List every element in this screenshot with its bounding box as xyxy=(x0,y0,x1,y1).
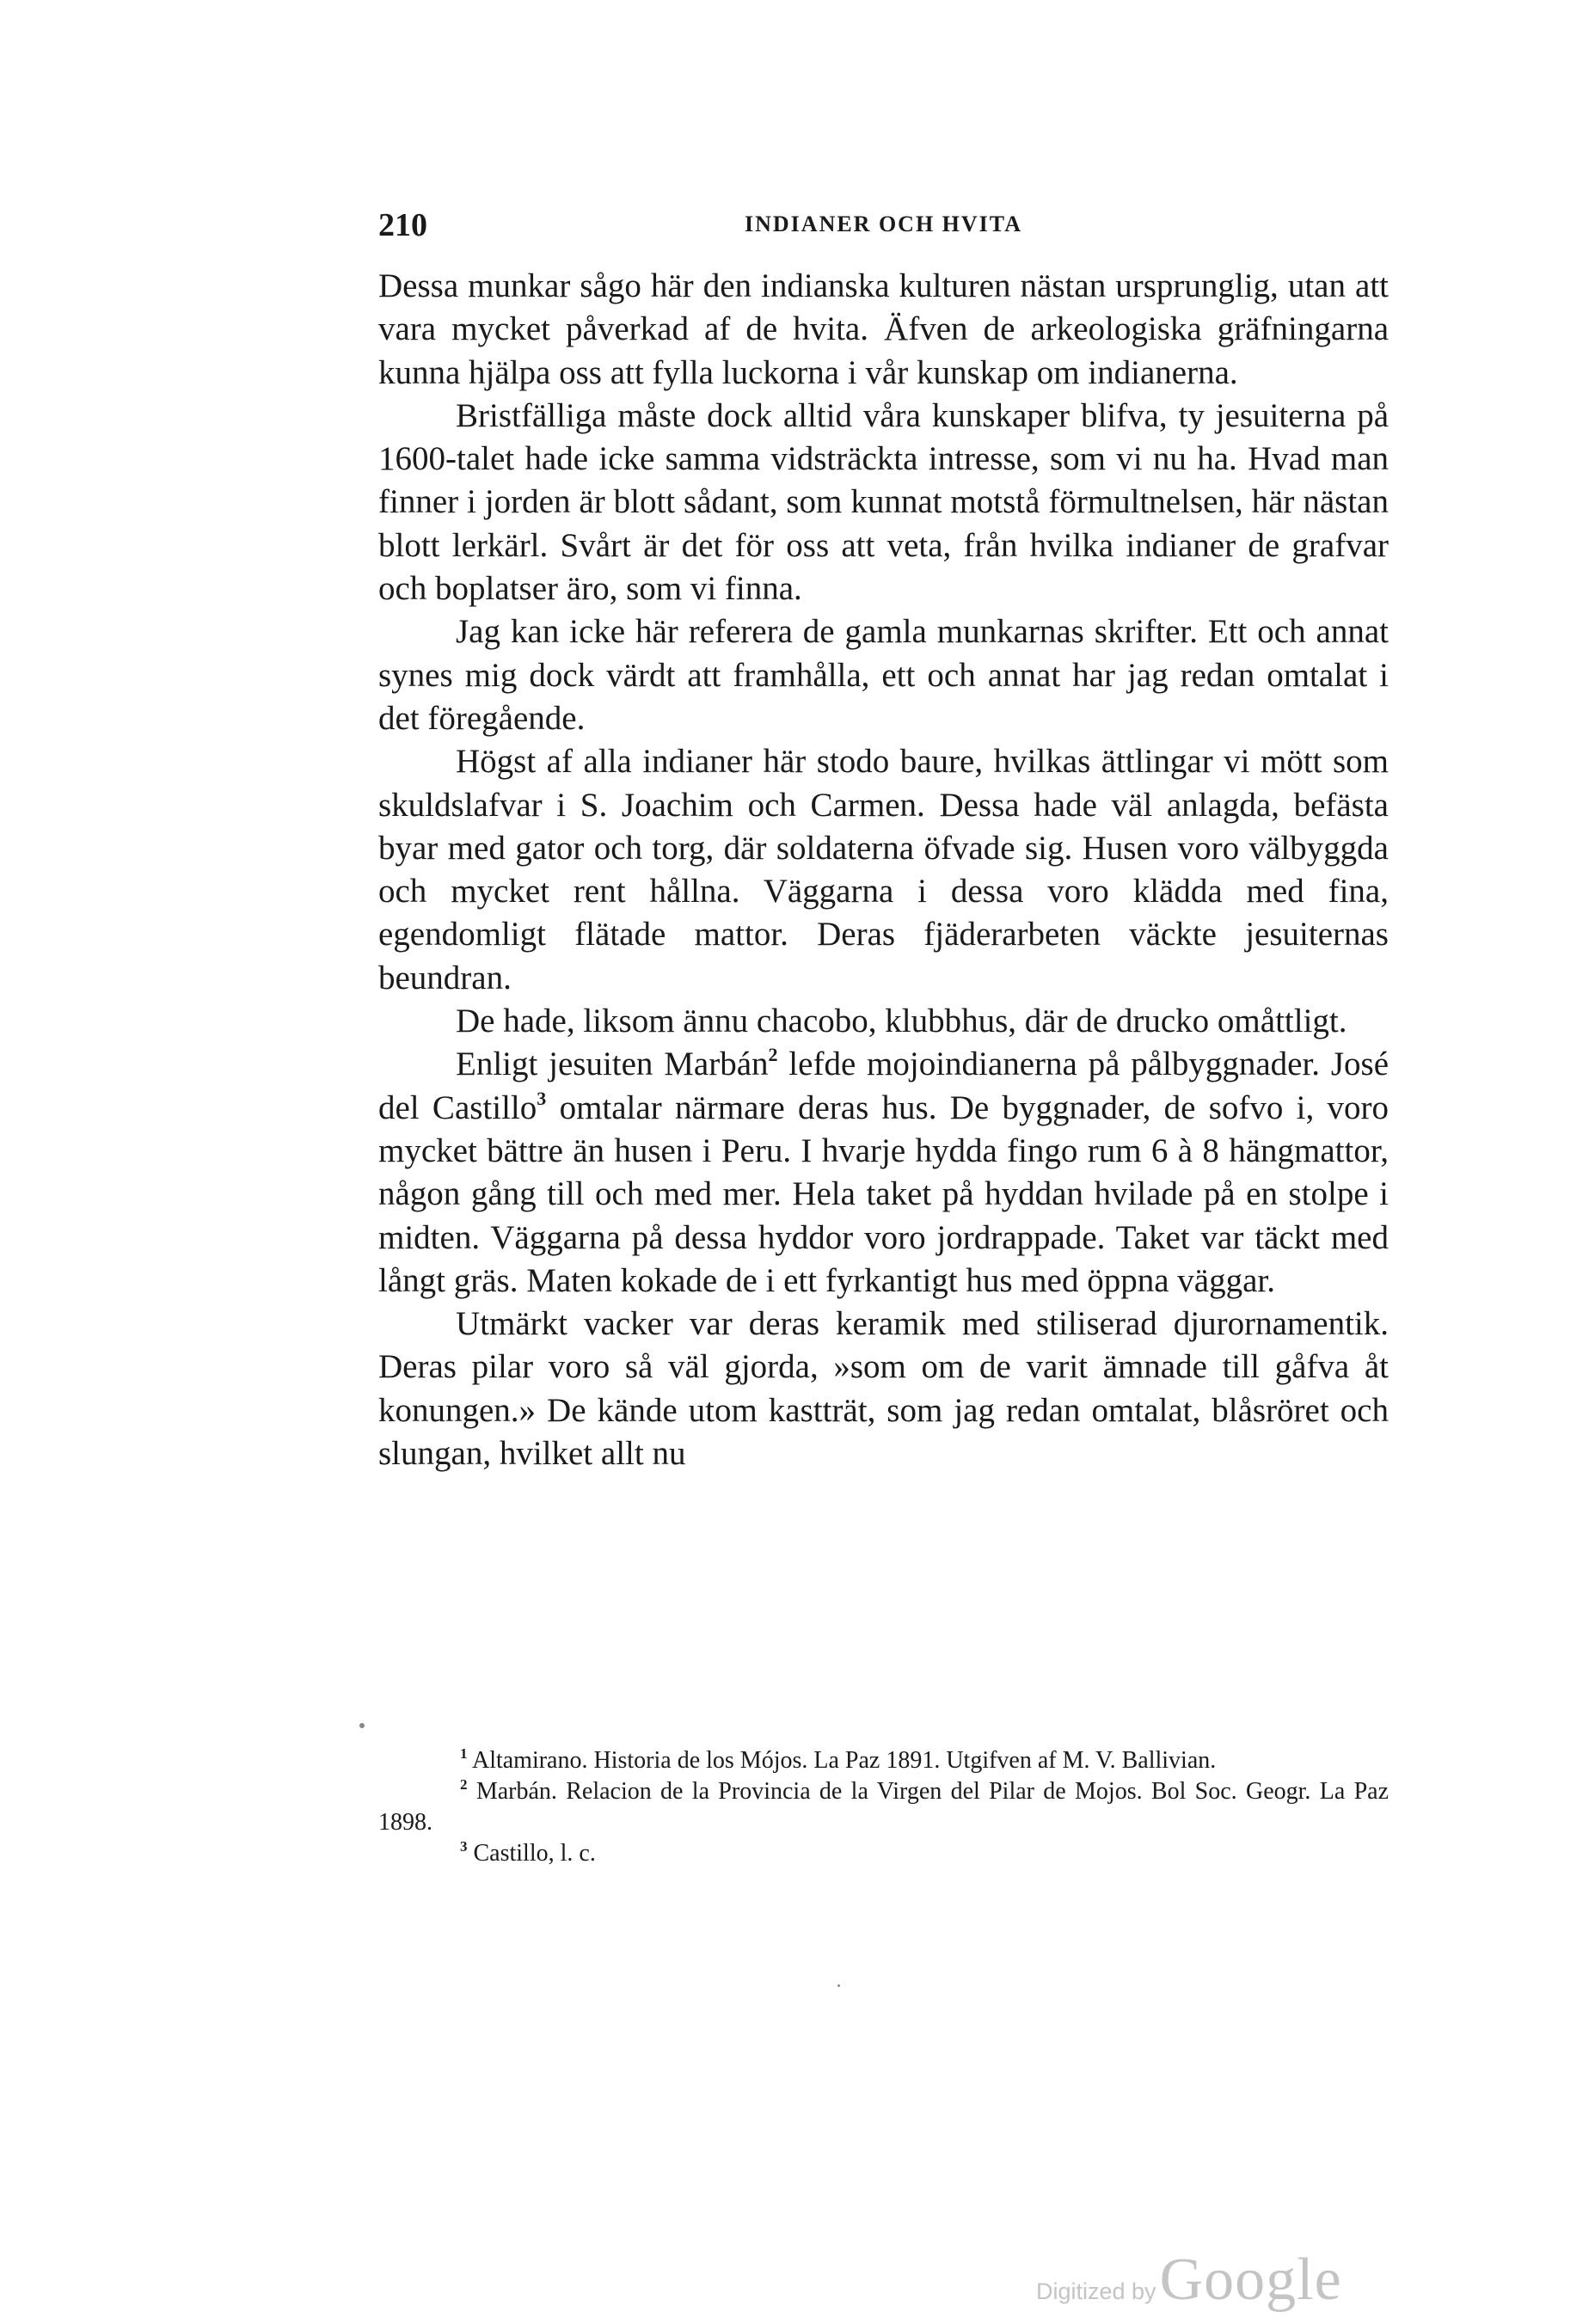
footnote-marker: 2 xyxy=(460,1776,468,1793)
footnote xyxy=(378,1776,1389,1838)
paragraph-text: lefde mojoindianerna på pålbyggnader. José del Castillo xyxy=(378,1045,1389,1126)
paragraph: De hade, liksom ännu chacobo, klubbhus, där de drucko omåttligt. xyxy=(456,1003,1347,1040)
paragraph-text: Enligt jesuiten Marbán xyxy=(456,1045,769,1083)
footnote-text: Castillo, l. c. xyxy=(473,1840,596,1867)
footnotes xyxy=(378,1745,1389,1869)
page-header xyxy=(378,206,1389,258)
watermark-brand-logo: Google xyxy=(1159,2247,1342,2313)
paragraph: Utmärkt vacker var deras keramik med stiliserad djurornamentik. Deras pilar voro så väl gjorda, »som om de varit ämnade till gåfva åt konungen.» De kände utom kastträt, som jag redan omtalat, blåsröret och slungan, hvilket allt nu xyxy=(378,1305,1389,1473)
running-head: INDIANER OCH HVITA xyxy=(745,212,1022,236)
paragraph: Bristfälliga måste dock alltid våra kunskaper blifva, ty jesuiterna på 1600-talet hade icke samma vidsträckta intresse, som vi nu ha. Hvad man finner i jorden är blott sådant, som kunnat motstå förmultnelsen, här nästan blott lerkärl. Svårt är det för oss att veta, från hvilka indianer de grafvar och boplatser äro, som vi finna. xyxy=(378,396,1389,608)
footnote-marker: 3 xyxy=(460,1838,468,1855)
paragraph: Dessa munkar sågo här den indianska kulturen nästan ursprunglig, utan att vara mycket påverkad af de hvita. Äfven de arkeologiska gräfningarna kunna hjälpa oss att fylla luckorna i vår kunskap om indianerna. xyxy=(378,267,1389,391)
paragraph: Högst af alla indianer här stodo baure, hvilkas ättlingar vi mött som skuldslafvar i S. Joachim och Carmen. Dessa hade väl anlagda, befästa byar med gator och torg, där soldaterna öfvade sig. Husen voro välbyggda och mycket rent hållna. Väggarna i dessa voro klädda med fina, egendomligt flätade mattor. Deras fjäderarbeten väckte jesuiternas beundran. xyxy=(378,743,1389,996)
body-text xyxy=(378,265,1389,1475)
digitized-watermark xyxy=(1036,2246,1397,2315)
footnote xyxy=(378,1838,1389,1869)
footnote-reference: 3 xyxy=(537,1087,547,1109)
print-speck xyxy=(837,1984,840,1987)
paragraph: Jag kan icke här referera de gamla munkarnas skrifter. Ett och annat synes mig dock värdt att framhålla, ett och annat har jag redan omtalat i det föregående. xyxy=(378,613,1389,737)
footnote xyxy=(378,1745,1389,1776)
page-number: 210 xyxy=(378,207,427,243)
footnote-reference: 2 xyxy=(768,1044,778,1066)
watermark-prefix: Digitized by xyxy=(1036,2278,1156,2304)
paragraph-with-refs xyxy=(378,1043,1389,1303)
footnote-text: Altamirano. Historia de los Mójos. La Paz 1891. Utgifven af M. V. Ballivian. xyxy=(471,1747,1217,1774)
footnote-text: Marbán. Relacion de la Provincia de la Virgen del Pilar de Mojos. Bol Soc. Geogr. La Paz 1898. xyxy=(378,1778,1389,1836)
footnote-marker: 1 xyxy=(460,1745,468,1762)
paragraph-text: omtalar närmare deras hus. De byggnader, de sofvo i, voro mycket bättre än husen i Peru. I hvarje hydda fingo rum 6 à 8 hängmattor, någon gång till och med mer. Hela taket på hyddan hvilade på en stolpe i midten. Väggarna på dessa hyddor voro jordrappade. Taket var täckt med långt gräs. Maten kokade de i ett fyrkantigt hus med öppna väggar. xyxy=(378,1088,1389,1299)
print-speck xyxy=(359,1723,365,1728)
